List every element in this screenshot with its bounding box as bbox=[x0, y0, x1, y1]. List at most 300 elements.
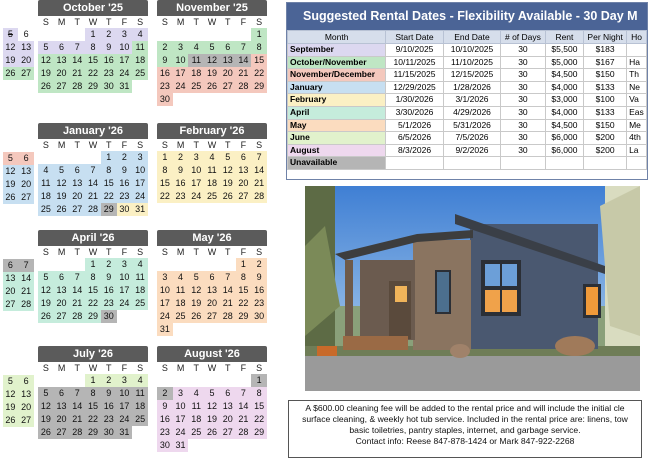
calendar-day: 13 bbox=[54, 54, 70, 67]
calendar-weekday-row bbox=[157, 16, 267, 28]
calendar-empty-cell bbox=[54, 374, 70, 387]
table-row bbox=[288, 69, 647, 82]
weekday-label: S bbox=[256, 17, 263, 27]
calendar-day: 15 bbox=[101, 177, 117, 190]
calendar-empty-cell bbox=[188, 374, 204, 387]
table-cell: November/December bbox=[288, 69, 386, 82]
calendar-partial-left-4 bbox=[0, 359, 34, 427]
calendar-day: 5 bbox=[204, 387, 220, 400]
calendar-day: 28 bbox=[69, 310, 85, 323]
calendar-day: 25 bbox=[173, 310, 189, 323]
calendar-day: 17 bbox=[173, 413, 189, 426]
calendar-day: 25 bbox=[132, 413, 148, 426]
calendar-day: 17 bbox=[117, 400, 133, 413]
calendar-day: 14 bbox=[85, 177, 101, 190]
calendar-day: 7 bbox=[69, 41, 85, 54]
calendar-empty-cell bbox=[54, 28, 70, 41]
table-cell: 7/5/2026 bbox=[443, 132, 500, 145]
table-header-cell: Ho bbox=[627, 31, 647, 44]
table-cell: 4/29/2026 bbox=[443, 106, 500, 119]
table-cell: 30 bbox=[501, 119, 545, 132]
calendar-day: 6 bbox=[18, 375, 34, 388]
calendar-day: 26 bbox=[3, 414, 19, 427]
table-cell: 30 bbox=[501, 44, 545, 57]
calendar-day: 13 bbox=[220, 400, 236, 413]
calendar-day: 10 bbox=[117, 41, 133, 54]
table-cell: 12/15/2025 bbox=[443, 69, 500, 82]
calendar-day: 8 bbox=[157, 164, 173, 177]
table-cell: $4,500 bbox=[545, 119, 584, 132]
calendar-day: 19 bbox=[38, 413, 54, 426]
calendar-empty-cell bbox=[69, 258, 85, 271]
calendar-day: 12 bbox=[204, 54, 220, 67]
calendar-day: 30 bbox=[157, 93, 173, 106]
calendar-day: 12 bbox=[204, 400, 220, 413]
weekday-label: M bbox=[57, 140, 66, 150]
calendar-day: 12 bbox=[3, 41, 19, 54]
calendar-day: 4 bbox=[38, 164, 54, 177]
calendar-day: 8 bbox=[85, 41, 101, 54]
calendar-day: 29 bbox=[85, 310, 101, 323]
calendar-day: 20 bbox=[204, 297, 220, 310]
weekday-label: S bbox=[137, 140, 144, 150]
table-row bbox=[288, 94, 647, 107]
table-cell: $150 bbox=[584, 119, 627, 132]
calendar-day: 15 bbox=[85, 54, 101, 67]
calendar-day: 3 bbox=[188, 151, 204, 164]
calendar-day: 9 bbox=[173, 164, 189, 177]
calendar-day: 27 bbox=[204, 310, 220, 323]
calendar-day: 14 bbox=[18, 272, 34, 285]
calendar-empty-cell bbox=[173, 28, 189, 41]
calendar-day: 14 bbox=[236, 54, 252, 67]
calendar-day: 12 bbox=[3, 165, 19, 178]
weekday-label: F bbox=[121, 247, 128, 257]
calendar-day: 24 bbox=[117, 413, 133, 426]
calendar-day: 3 bbox=[173, 41, 189, 54]
table-cell: $100 bbox=[584, 94, 627, 107]
calendar-empty-cell bbox=[157, 258, 173, 271]
calendar-day: 4 bbox=[188, 41, 204, 54]
calendar-day: 21 bbox=[69, 413, 85, 426]
calendar-day: 6 bbox=[204, 271, 220, 284]
calendar-day: 26 bbox=[3, 67, 19, 80]
calendar-day: 2 bbox=[173, 151, 189, 164]
table-cell: $6,000 bbox=[545, 132, 584, 145]
calendar-day: 11 bbox=[132, 41, 148, 54]
calendar-day: 2 bbox=[101, 28, 117, 41]
calendar-day: 22 bbox=[85, 67, 101, 80]
calendar-empty-cell bbox=[38, 28, 54, 41]
calendar-empty-cell bbox=[157, 28, 173, 41]
calendar-day: 3 bbox=[117, 28, 133, 41]
calendar-day: 13 bbox=[54, 400, 70, 413]
weekday-label: W bbox=[207, 140, 217, 150]
calendar-day: 23 bbox=[157, 426, 173, 439]
table-cell: 11/10/2025 bbox=[443, 56, 500, 69]
weekday-label: S bbox=[42, 363, 49, 373]
table-cell: 30 bbox=[501, 81, 545, 94]
weekday-label: W bbox=[88, 247, 98, 257]
calendar-day: 21 bbox=[236, 67, 252, 80]
table-cell: 9/10/2025 bbox=[386, 44, 443, 57]
calendar-day: 3 bbox=[157, 271, 173, 284]
table-cell: Me bbox=[627, 119, 647, 132]
calendar-day: 6 bbox=[69, 164, 85, 177]
calendar-weekday-row bbox=[38, 139, 148, 151]
table-cell: $200 bbox=[584, 132, 627, 145]
calendar-day: 8 bbox=[85, 271, 101, 284]
weekday-label: T bbox=[224, 17, 231, 27]
weekday-label: S bbox=[161, 247, 168, 257]
table-header-cell: Start Date bbox=[386, 31, 443, 44]
calendar-day: 28 bbox=[69, 80, 85, 93]
calendar-day: 16 bbox=[251, 284, 267, 297]
calendar-day: 9 bbox=[251, 271, 267, 284]
table-cell: 30 bbox=[501, 144, 545, 157]
calendar-day: 12 bbox=[3, 388, 19, 401]
calendar-day: 19 bbox=[220, 177, 236, 190]
calendar-day: 17 bbox=[132, 177, 148, 190]
table-cell bbox=[501, 157, 545, 170]
calendar-day: 27 bbox=[54, 426, 70, 439]
calendar-day: 1 bbox=[85, 374, 101, 387]
calendar-day: 4 bbox=[188, 387, 204, 400]
table-header-cell: Per Night bbox=[584, 31, 627, 44]
calendar-weekday-row bbox=[38, 246, 148, 258]
weekday-label: S bbox=[137, 17, 144, 27]
calendar-day: 27 bbox=[236, 190, 252, 203]
calendar-empty-cell bbox=[220, 374, 236, 387]
table-cell: 30 bbox=[501, 56, 545, 69]
calendar-empty-cell bbox=[236, 28, 252, 41]
weekday-label: T bbox=[193, 140, 200, 150]
calendar-empty-cell bbox=[188, 28, 204, 41]
rental-table-title: Suggested Rental Dates - Flexibility Available - 30 Day M bbox=[287, 3, 647, 30]
calendar-empty-cell bbox=[38, 258, 54, 271]
calendar-month-title: April '26 bbox=[38, 230, 148, 246]
calendar-day: 1 bbox=[101, 151, 117, 164]
table-row bbox=[288, 81, 647, 94]
table-cell: Th bbox=[627, 69, 647, 82]
weekday-label: W bbox=[88, 363, 98, 373]
notice-line-1: A $600.00 cleaning fee will be added to the rental price and will include the initial cle bbox=[305, 403, 625, 413]
table-cell: August bbox=[288, 144, 386, 157]
calendar-day: 26 bbox=[38, 426, 54, 439]
calendar-day-grid bbox=[157, 258, 267, 336]
calendar-month-title: November '25 bbox=[157, 0, 267, 16]
calendar-day: 12 bbox=[38, 284, 54, 297]
calendar-day: 21 bbox=[69, 297, 85, 310]
calendar-day: 5 bbox=[3, 28, 19, 41]
calendar-empty-cell bbox=[38, 151, 54, 164]
calendar-day: 13 bbox=[3, 272, 19, 285]
calendar-day: 28 bbox=[85, 203, 101, 216]
calendar-day: 29 bbox=[101, 203, 117, 216]
calendar-day: 14 bbox=[220, 284, 236, 297]
calendar-empty-cell bbox=[204, 374, 220, 387]
table-cell: April bbox=[288, 106, 386, 119]
weekday-label: S bbox=[161, 363, 168, 373]
calendar-day: 6 bbox=[23, 29, 29, 39]
calendar-month-title: August '26 bbox=[157, 346, 267, 362]
calendar-day: 20 bbox=[220, 67, 236, 80]
calendar-day: 5 bbox=[38, 271, 54, 284]
calendar-day: 20 bbox=[54, 297, 70, 310]
weekday-label: F bbox=[240, 140, 247, 150]
calendar-day: 31 bbox=[157, 323, 173, 336]
calendar-month-title: February '26 bbox=[157, 123, 267, 139]
calendar-day: 8 bbox=[101, 164, 117, 177]
table-cell: February bbox=[288, 94, 386, 107]
table-cell: Ha bbox=[627, 56, 647, 69]
calendar-day: 6 bbox=[54, 271, 70, 284]
calendar-day: 25 bbox=[38, 203, 54, 216]
calendar-day: 15 bbox=[157, 177, 173, 190]
table-cell bbox=[627, 157, 647, 170]
table-row bbox=[288, 56, 647, 69]
table-cell: January bbox=[288, 81, 386, 94]
weekday-label: M bbox=[176, 247, 185, 257]
calendar-empty-cell bbox=[204, 258, 220, 271]
calendar-month-title: January '26 bbox=[38, 123, 148, 139]
calendar-day: 13 bbox=[18, 165, 34, 178]
calendar-day: 9 bbox=[157, 400, 173, 413]
calendar-day: 13 bbox=[18, 388, 34, 401]
calendar-day: 29 bbox=[85, 80, 101, 93]
calendar-day: 25 bbox=[204, 190, 220, 203]
calendar-day: 8 bbox=[85, 387, 101, 400]
calendar-day: 4 bbox=[132, 374, 148, 387]
calendar-day: 15 bbox=[251, 54, 267, 67]
calendar-day: 24 bbox=[173, 80, 189, 93]
calendar-day: 24 bbox=[173, 426, 189, 439]
calendar-day: 19 bbox=[204, 67, 220, 80]
table-cell: $150 bbox=[584, 69, 627, 82]
calendar-day-grid bbox=[38, 374, 148, 439]
calendar-january-2026 bbox=[38, 123, 148, 216]
calendar-day: 3 bbox=[173, 387, 189, 400]
calendar-day: 13 bbox=[236, 164, 252, 177]
weekday-label: F bbox=[240, 363, 247, 373]
table-cell: 12/29/2025 bbox=[386, 81, 443, 94]
weekday-label: T bbox=[74, 17, 81, 27]
calendar-day: 26 bbox=[3, 191, 19, 204]
weekday-label: T bbox=[193, 17, 200, 27]
calendar-day: 24 bbox=[132, 190, 148, 203]
calendar-day-grid bbox=[157, 374, 267, 452]
calendar-day: 20 bbox=[236, 177, 252, 190]
calendar-day: 23 bbox=[157, 80, 173, 93]
calendar-day: 26 bbox=[54, 203, 70, 216]
calendar-weekday-row bbox=[38, 362, 148, 374]
table-cell: 3/1/2026 bbox=[443, 94, 500, 107]
calendar-day: 9 bbox=[157, 54, 173, 67]
cabin-photo bbox=[305, 186, 640, 391]
calendar-day: 14 bbox=[251, 164, 267, 177]
calendar-day: 22 bbox=[236, 297, 252, 310]
calendar-day: 1 bbox=[157, 151, 173, 164]
table-cell: 1/30/2026 bbox=[386, 94, 443, 107]
calendar-day: 1 bbox=[85, 258, 101, 271]
rental-dates-table bbox=[287, 30, 647, 170]
table-cell: Eas bbox=[627, 106, 647, 119]
calendar-day: 9 bbox=[101, 41, 117, 54]
calendar-day: 23 bbox=[251, 297, 267, 310]
calendar-day: 27 bbox=[54, 310, 70, 323]
calendar-day: 29 bbox=[236, 310, 252, 323]
calendar-day: 26 bbox=[204, 80, 220, 93]
calendar-day: 27 bbox=[18, 67, 34, 80]
calendar-empty-cell bbox=[54, 151, 70, 164]
weekday-label: W bbox=[207, 17, 217, 27]
calendar-day: 2 bbox=[157, 387, 173, 400]
calendar-day: 17 bbox=[117, 54, 133, 67]
calendar-day-grid bbox=[157, 28, 267, 106]
table-cell: 8/3/2026 bbox=[386, 144, 443, 157]
weekday-label: T bbox=[193, 247, 200, 257]
table-cell: May bbox=[288, 119, 386, 132]
calendar-empty-cell bbox=[173, 258, 189, 271]
calendar-day: 18 bbox=[132, 54, 148, 67]
calendar-day: 13 bbox=[54, 284, 70, 297]
calendar-day: 14 bbox=[69, 284, 85, 297]
calendar-day: 22 bbox=[251, 413, 267, 426]
calendar-day: 28 bbox=[18, 298, 34, 311]
calendar-day: 20 bbox=[18, 54, 34, 67]
calendar-day-grid bbox=[0, 152, 34, 204]
calendar-day: 29 bbox=[85, 426, 101, 439]
calendar-day: 21 bbox=[69, 67, 85, 80]
table-cell: $4,000 bbox=[545, 81, 584, 94]
table-cell: 1/28/2026 bbox=[443, 81, 500, 94]
calendar-day: 7 bbox=[220, 271, 236, 284]
calendar-day: 5 bbox=[3, 375, 19, 388]
table-cell: $4,000 bbox=[545, 106, 584, 119]
calendar-day: 11 bbox=[132, 387, 148, 400]
calendar-day: 1 bbox=[251, 374, 267, 387]
calendar-day: 28 bbox=[236, 426, 252, 439]
weekday-label: S bbox=[256, 140, 263, 150]
weekday-label: S bbox=[137, 247, 144, 257]
table-cell: 6/5/2026 bbox=[386, 132, 443, 145]
calendar-day: 28 bbox=[251, 190, 267, 203]
weekday-label: F bbox=[121, 17, 128, 27]
calendar-day: 8 bbox=[251, 41, 267, 54]
table-cell: 5/31/2026 bbox=[443, 119, 500, 132]
calendar-day: 21 bbox=[85, 190, 101, 203]
calendar-empty-cell bbox=[173, 374, 189, 387]
calendar-day: 19 bbox=[54, 190, 70, 203]
calendar-day: 23 bbox=[101, 297, 117, 310]
calendar-day: 30 bbox=[117, 203, 133, 216]
table-cell: Ne bbox=[627, 81, 647, 94]
weekday-label: S bbox=[256, 247, 263, 257]
calendar-day: 22 bbox=[85, 297, 101, 310]
calendar-august-2026 bbox=[157, 346, 267, 452]
calendar-day: 24 bbox=[157, 310, 173, 323]
notice-line-2: surface cleaning, & weekly hot tub service. Included in the rental price are: linens, tow bbox=[302, 414, 628, 424]
calendar-day: 16 bbox=[117, 177, 133, 190]
calendar-day: 20 bbox=[54, 413, 70, 426]
calendar-day: 4 bbox=[132, 258, 148, 271]
calendar-day-grid bbox=[38, 151, 148, 216]
table-cell: $133 bbox=[584, 106, 627, 119]
calendar-day: 6 bbox=[3, 259, 19, 272]
calendar-day: 9 bbox=[101, 387, 117, 400]
calendar-day: 11 bbox=[188, 54, 204, 67]
calendar-day: 12 bbox=[220, 164, 236, 177]
calendar-day: 11 bbox=[38, 177, 54, 190]
calendar-day: 19 bbox=[38, 67, 54, 80]
calendar-day: 14 bbox=[69, 54, 85, 67]
calendar-empty-cell bbox=[38, 374, 54, 387]
calendar-day: 3 bbox=[117, 374, 133, 387]
calendar-day: 20 bbox=[18, 178, 34, 191]
calendar-weekday-row bbox=[157, 139, 267, 151]
weekday-label: M bbox=[176, 140, 185, 150]
table-header-row bbox=[288, 31, 647, 44]
table-cell: $200 bbox=[584, 144, 627, 157]
calendar-april-2026 bbox=[38, 230, 148, 323]
calendar-day: 4 bbox=[204, 151, 220, 164]
weekday-label: T bbox=[74, 363, 81, 373]
weekday-label: T bbox=[224, 363, 231, 373]
calendar-day-grid bbox=[38, 258, 148, 323]
calendar-day: 7 bbox=[85, 164, 101, 177]
calendar-day: 26 bbox=[38, 310, 54, 323]
calendar-empty-cell bbox=[220, 28, 236, 41]
calendar-day: 7 bbox=[69, 387, 85, 400]
calendar-empty-cell bbox=[69, 374, 85, 387]
calendar-day: 9 bbox=[101, 271, 117, 284]
calendar-day: 10 bbox=[117, 387, 133, 400]
table-cell: $3,000 bbox=[545, 94, 584, 107]
weekday-label: F bbox=[240, 17, 247, 27]
weekday-label: W bbox=[88, 140, 98, 150]
calendar-day: 23 bbox=[101, 413, 117, 426]
notice-line-3: basic toiletries, pantry staples, internet, and garbage service. bbox=[349, 425, 581, 435]
calendar-day: 17 bbox=[188, 177, 204, 190]
calendar-may-2026 bbox=[157, 230, 267, 336]
calendar-day: 12 bbox=[188, 284, 204, 297]
calendar-day: 2 bbox=[117, 151, 133, 164]
table-cell bbox=[386, 157, 443, 170]
calendar-day: 31 bbox=[117, 80, 133, 93]
calendar-day: 14 bbox=[69, 400, 85, 413]
weekday-label: T bbox=[224, 247, 231, 257]
calendar-day: 22 bbox=[101, 190, 117, 203]
calendar-day: 23 bbox=[101, 67, 117, 80]
calendar-day: 18 bbox=[173, 297, 189, 310]
calendar-february-2026 bbox=[157, 123, 267, 203]
table-cell: October/November bbox=[288, 56, 386, 69]
calendar-day: 4 bbox=[132, 28, 148, 41]
table-cell: $6,000 bbox=[545, 144, 584, 157]
calendar-day: 7 bbox=[251, 151, 267, 164]
calendar-day-grid bbox=[0, 28, 34, 80]
calendar-day: 17 bbox=[173, 67, 189, 80]
table-cell: 30 bbox=[501, 106, 545, 119]
weekday-label: M bbox=[57, 363, 66, 373]
weekday-label: T bbox=[193, 363, 200, 373]
calendar-day: 26 bbox=[38, 80, 54, 93]
calendar-day: 31 bbox=[117, 426, 133, 439]
weekday-label: S bbox=[42, 17, 49, 27]
calendar-day: 7 bbox=[236, 41, 252, 54]
calendar-day-grid bbox=[38, 28, 148, 93]
weekday-label: S bbox=[42, 140, 49, 150]
